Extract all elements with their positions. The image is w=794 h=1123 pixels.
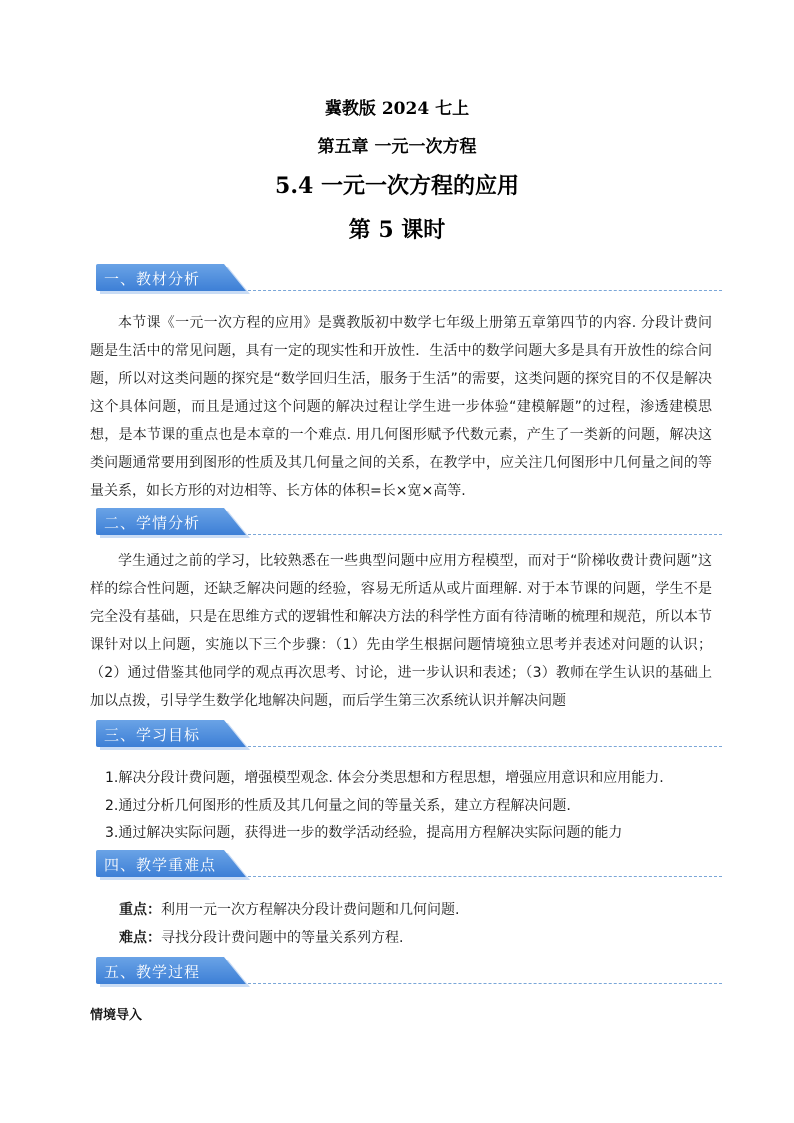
dashed-divider — [248, 746, 722, 747]
edition-title: 冀教版 2024 七上 — [324, 99, 470, 119]
section-header-textbook-analysis — [96, 264, 722, 294]
dashed-divider — [248, 534, 722, 535]
chapter-title: 第五章 一元一次方程 — [317, 137, 477, 157]
goal-item: 2.通过分析几何图形的性质及其几何量之间的等量关系，建立方程解决问题. — [105, 798, 571, 814]
difficulty-label: 难点： — [119, 930, 161, 946]
goal-item: 1.解决分段计费问题，增强模型观念. 体会分类思想和方程思想，增强应用意识和应用能力. — [105, 770, 664, 786]
difficulty-text: 寻找分段计费问题中的等量关系列方程. — [161, 930, 404, 946]
section-header-student-analysis — [96, 508, 722, 538]
dashed-divider — [248, 983, 722, 984]
goal-item: 3.通过解决实际问题，获得进一步的数学活动经验，提高用方程解决实际问题的能力 — [105, 825, 623, 841]
textbook-analysis-paragraph: 本节课《一元一次方程的应用》是冀教版初中数学七年级上册第五章第四节的内容. 分段计费问题是生活中的常见问题，具有一定的现实性和开放性．生活中的数学问题大多是具有开放性的综合问题，所以对这类问题的探究是“数学回归生活，服务于生活”的需要，这类问题的探究目的不仅是解决这个具体问题，而且是通过这个问题的解决过程让学生进一步体验“建模解题”的过程，渗透建模思想，是本节课的重点也是本章的一个难点. 用几何图形赋予代数元素，产生了一类新的问题，解决这类问题通常要用到图形的性质及其几何量之间的关系，在教学中，应关注几何图形中几何量之间的等量关系，如长方形的对边相等、长方体的体积=长×宽×高等. — [90, 315, 712, 499]
key-point-label: 重点： — [119, 902, 161, 918]
dashed-divider — [248, 290, 722, 291]
dashed-divider — [248, 876, 722, 877]
section-label: 五、教学过程 — [104, 963, 201, 981]
difficulty-line — [119, 927, 739, 947]
section-label: 四、教学重难点 — [104, 856, 217, 874]
section-header-key-points — [96, 850, 722, 880]
section-header-learning-goals — [96, 720, 722, 750]
key-point-line — [119, 899, 739, 919]
section-label: 一、教材分析 — [104, 270, 201, 288]
scenario-intro-heading: 情境导入 — [90, 1008, 143, 1023]
key-point-text: 利用一元一次方程解决分段计费问题和几何问题. — [161, 902, 460, 918]
section-title: 5.4 一元一次方程的应用 — [275, 173, 519, 199]
student-analysis-paragraph: 学生通过之前的学习，比较熟悉在一些典型问题中应用方程模型，而对于“阶梯收费计费问题”这样的综合性问题，还缺乏解决问题的经验，容易无所适从或片面理解. 对于本节课的问题，学生不是完全没有基础，只是在思维方式的逻辑性和解决方法的科学性方面有待清晰的梳理和规范，所以本节课针对以上问题，实施以下三个步骤：（1）先由学生根据问题情境独立思考并表述对问题的认识；（2）通过借鉴其他同学的观点再次思考、讨论，进一步认识和表述；（3）教师在学生认识的基础上加以点拨，引导学生数学化地解决问题，而后学生第三次系统认识并解决问题 — [90, 553, 712, 709]
section-header-teaching-process — [96, 957, 722, 987]
section-label: 二、学情分析 — [104, 514, 201, 532]
lesson-title: 第 5 课时 — [348, 217, 446, 243]
section-label: 三、学习目标 — [104, 726, 201, 744]
